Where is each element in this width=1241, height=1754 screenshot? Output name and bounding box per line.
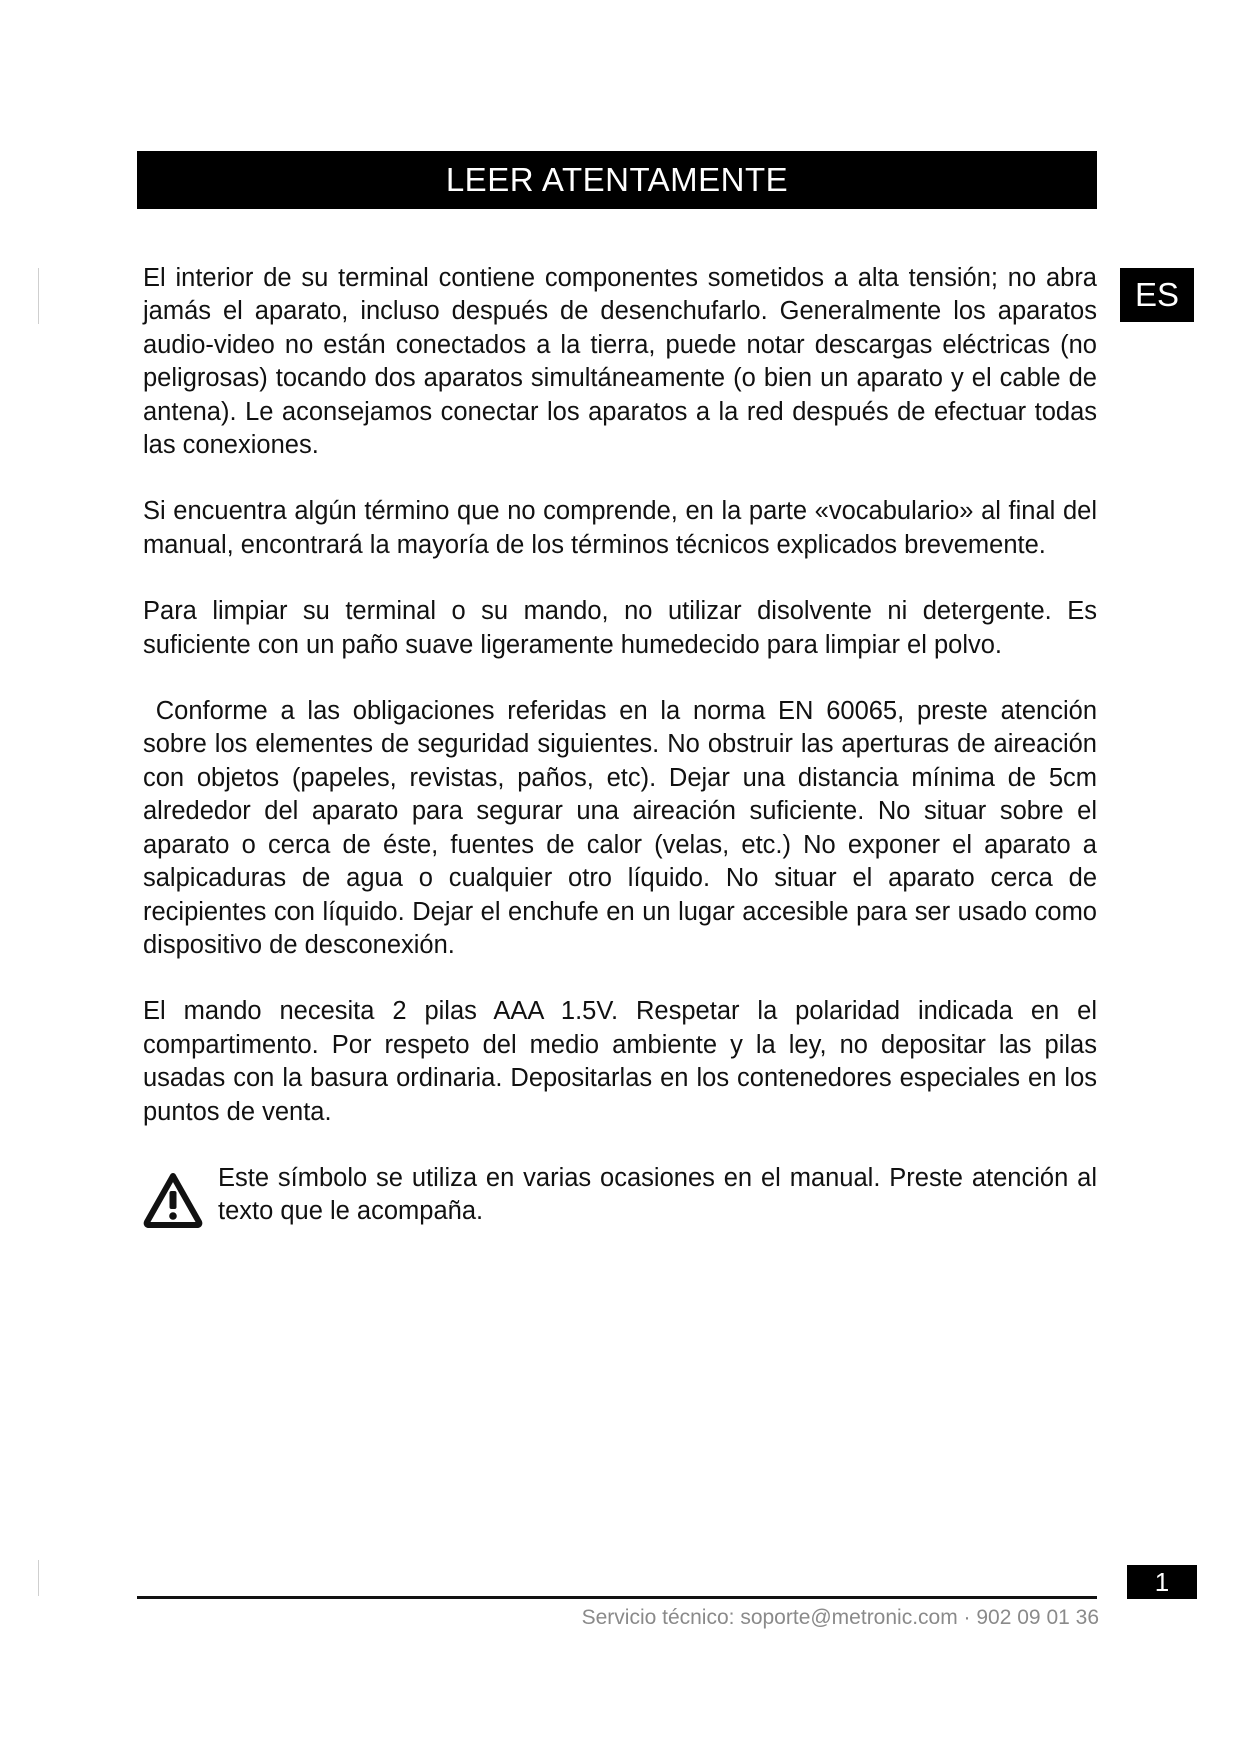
page-title (137, 151, 1097, 209)
page-number (1127, 1565, 1197, 1599)
paragraph-safety: Conforme a las obligaciones referidas en la norma EN 60065, preste atención sobre los elementes de seguridad siguientes. No obstruir las aperturas de aireación con objetos (papeles, revistas, paños, etc). Dejar una distancia mínima de 5cm alrededor del aparato para segurar una aireación suficiente. No situar sobre el aparato o cerca de éste, fuentes de calor (velas, etc.) No exponer el aparato a salpicaduras de agua o cualquier otro líquido. No situar el aparato cerca de recipientes con líquido. Dejar el enchufe en un lugar accesible para ser usado como dispositivo de desconexión. (143, 697, 1105, 959)
footer-divider (137, 1596, 1097, 1599)
service-contact: Servicio técnico: soporte@metronic.com · 902 09 01 36 (581, 1606, 1099, 1629)
language-tab-label: ES (1134, 276, 1180, 313)
warning-note (143, 1162, 1097, 1229)
paragraph-high-voltage: El interior de su terminal contiene componentes sometidos a alta tensión; no abra jamás el aparato, incluso después de desenchufarlo. Generalmente los aparatos audio-video no están conectados a la tierra, puede notar descargas eléctricas (no peligrosas) tocando dos aparatos simultáneamente (o bien un aparato y el cable de antena). Le aconsejamos conectar los aparatos a la red después de efectuar todas las conexiones. (143, 264, 1097, 460)
language-tab (1120, 268, 1194, 322)
margin-mark-bottom (38, 1560, 39, 1596)
warning-text: Este símbolo se utiliza en varias ocasiones en el manual. Preste atención al texto que le acompaña. (218, 1163, 1097, 1226)
paragraph-cleaning: Para limpiar su terminal o su mando, no utilizar disolvente ni detergente. Es suficiente con un paño suave ligeramente humedecido para limpiar el polvo. (143, 597, 1097, 659)
margin-mark-top (38, 268, 39, 324)
page-number-value: 1 (1154, 1566, 1170, 1597)
paragraph-batteries: El mando necesita 2 pilas AAA 1.5V. Respetar la polaridad indicada en el compartimento. Por respeto del medio ambiente y la ley, no depositar las pilas usadas con la basura ordinaria. Depositarlas en los contenedores especiales en los puntos de venta. (143, 997, 1097, 1126)
document-body (143, 262, 1105, 1229)
warning-triangle-icon (143, 1172, 203, 1228)
paragraph-vocabulary: Si encuentra algún término que no comprende, en la parte «vocabulario» al final del manual, encontrará la mayoría de los términos técnicos explicados brevemente. (143, 497, 1097, 559)
page-title-text: LEER ATENTAMENTE (445, 161, 789, 198)
